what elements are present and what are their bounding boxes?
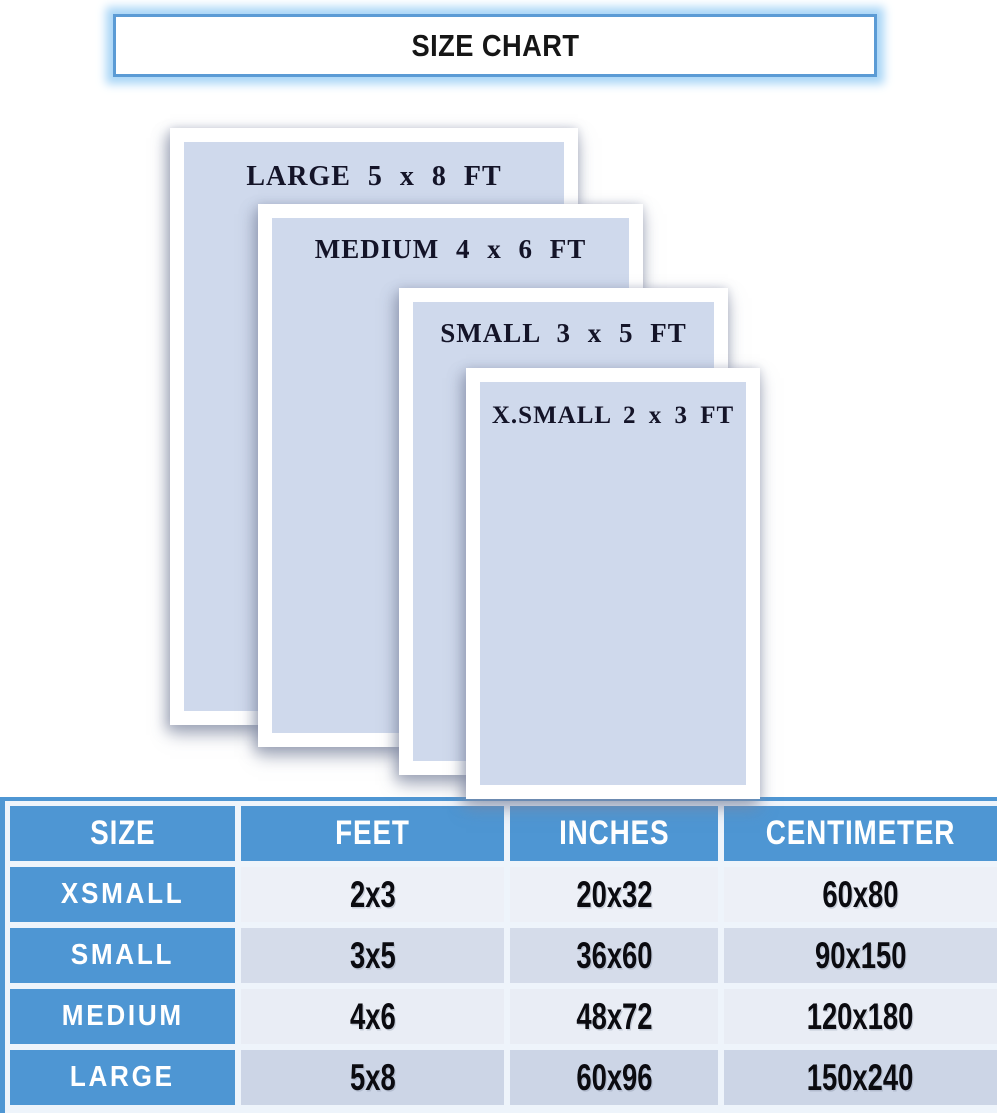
row-xsmall-label: XSMALL	[60, 878, 185, 910]
row-xsmall-inches-value: 20x32	[575, 873, 653, 915]
size-rect-xsmall-label: X.SMALL 2 x 3 FT	[491, 402, 735, 429]
row-large-feet-value: 5x8	[349, 1056, 396, 1098]
row-medium-feet-value: 4x6	[349, 995, 396, 1037]
row-small-label: SMALL	[70, 939, 175, 971]
row-small-feet-cell	[241, 928, 504, 983]
page-title: SIZE CHART	[410, 27, 580, 63]
row-medium-inches-value: 48x72	[575, 995, 653, 1037]
row-large-feet-cell	[241, 1050, 504, 1105]
row-small-centimeter-cell	[724, 928, 997, 983]
size-chart-title-box	[113, 14, 877, 77]
row-small-inches-value: 36x60	[575, 934, 653, 976]
row-xsmall-centimeter-cell	[724, 867, 997, 922]
row-small-centimeter-value: 90x150	[814, 934, 907, 976]
row-xsmall-feet-cell	[241, 867, 504, 922]
row-small-feet-value: 3x5	[349, 934, 396, 976]
row-xsmall-centimeter-value: 60x80	[822, 873, 899, 915]
row-large-size-cell	[10, 1050, 235, 1105]
row-xsmall-inches-cell	[510, 867, 718, 922]
row-xsmall-feet-value: 2x3	[349, 873, 396, 915]
header-cell-size	[10, 806, 235, 861]
row-small-size-cell	[10, 928, 235, 983]
row-medium-size-cell	[10, 989, 235, 1044]
row-small-inches-cell	[510, 928, 718, 983]
row-medium-centimeter-cell	[724, 989, 997, 1044]
row-large-inches-cell	[510, 1050, 718, 1105]
header-label-centimeter: CENTIMETER	[765, 814, 956, 852]
header-label-inches: INCHES	[558, 814, 670, 852]
header-label-feet: FEET	[335, 814, 410, 852]
header-cell-inches	[510, 806, 718, 861]
row-large-label: LARGE	[70, 1061, 175, 1093]
size-rect-medium-label: MEDIUM 4 x 6 FT	[314, 234, 587, 264]
row-large-centimeter-cell	[724, 1050, 997, 1105]
row-medium-feet-cell	[241, 989, 504, 1044]
size-rect-large-label: LARGE 5 x 8 FT	[246, 161, 502, 192]
row-medium-centimeter-value: 120x180	[807, 995, 914, 1037]
header-label-size: SIZE	[89, 814, 156, 852]
header-cell-feet	[241, 806, 504, 861]
row-medium-label: MEDIUM	[61, 1000, 184, 1032]
row-medium-inches-cell	[510, 989, 718, 1044]
size-table	[0, 797, 997, 1113]
size-rect-small-label: SMALL 3 x 5 FT	[440, 318, 687, 348]
row-xsmall-size-cell	[10, 867, 235, 922]
row-large-inches-value: 60x96	[575, 1056, 653, 1098]
size-rect-xsmall	[466, 368, 760, 799]
row-large-centimeter-value: 150x240	[807, 1056, 914, 1098]
header-cell-centimeter	[724, 806, 997, 861]
